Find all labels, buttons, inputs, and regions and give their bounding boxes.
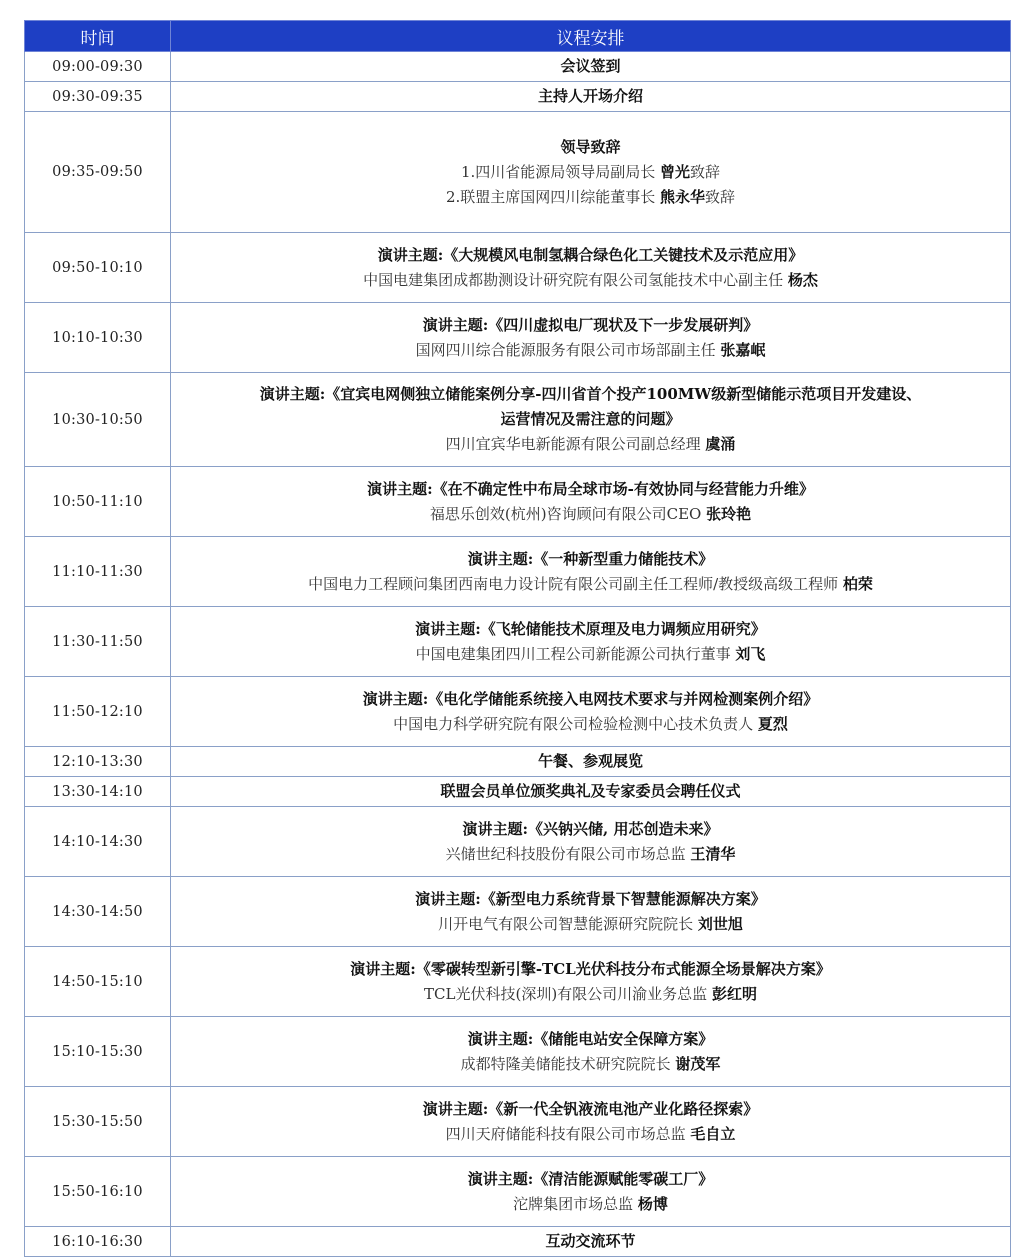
talk-title: 演讲主题:《宜宾电网侧独立储能案例分享-四川省首个投产100MW级新型储能示范项目开发建设、 (259, 385, 922, 403)
speaker-name: 柏荣 (842, 574, 873, 593)
talk-title: 演讲主题:《大规模风电制氢耦合绿色化工关键技术及示范应用》 (377, 245, 804, 264)
speaker-name: 夏烈 (757, 714, 788, 733)
speaker-line (171, 842, 1010, 867)
session-content (171, 947, 1011, 1017)
speaker-name: 曾光 (660, 162, 691, 181)
session-content (171, 877, 1011, 947)
agenda-row (25, 1227, 1011, 1257)
session-content (171, 807, 1011, 877)
sub-item-prefix: 1.四川省能源局领导局副局长 (460, 162, 661, 181)
talk-title: 演讲主题:《新一代全钒液流电池产业化路径探索》 (422, 1099, 759, 1118)
header-time: 时间 (25, 21, 171, 52)
agenda-row (25, 82, 1011, 112)
speaker-name: 张嘉岷 (720, 340, 766, 359)
talk-title: 演讲主题:《新型电力系统背景下智慧能源解决方案》 (415, 889, 766, 908)
session-content (171, 1157, 1011, 1227)
session-content (171, 52, 1011, 82)
session-time: 12:10-13:30 (25, 747, 171, 777)
session-time: 15:50-16:10 (25, 1157, 171, 1227)
speaker-line (171, 432, 1010, 457)
agenda-row (25, 467, 1011, 537)
session-time: 09:00-09:30 (25, 52, 171, 82)
session-time: 09:30-09:35 (25, 82, 171, 112)
talk-title: 演讲主题:《飞轮储能技术原理及电力调频应用研究》 (415, 619, 766, 638)
sub-item (171, 185, 1010, 210)
speaker-name: 张玲艳 (706, 504, 752, 523)
session-time: 16:10-16:30 (25, 1227, 171, 1257)
speaker-name: 刘飞 (735, 644, 766, 663)
agenda-table (24, 20, 1011, 1257)
agenda-row (25, 233, 1011, 303)
session-content (171, 677, 1011, 747)
speaker-line (171, 1122, 1010, 1147)
session-time: 15:10-15:30 (25, 1017, 171, 1087)
session-time: 14:30-14:50 (25, 877, 171, 947)
agenda-row (25, 1157, 1011, 1227)
talk-title: 演讲主题:《清洁能源赋能零碳工厂》 (467, 1169, 714, 1188)
session-content (171, 777, 1011, 807)
speaker-name: 杨博 (637, 1194, 668, 1213)
speaker-name: 毛自立 (690, 1124, 736, 1143)
speaker-org: 四川宜宾华电新能源有限公司副总经理 (445, 435, 706, 453)
speaker-org: 川开电气有限公司智慧能源研究院院长 (438, 914, 698, 933)
speaker-line (171, 268, 1010, 293)
session-time: 15:30-15:50 (25, 1087, 171, 1157)
speaker-name: 刘世旭 (697, 914, 743, 933)
session-time: 11:10-11:30 (25, 537, 171, 607)
session-content (171, 373, 1011, 467)
session-title: 互动交流环节 (545, 1232, 636, 1250)
session-content (171, 233, 1011, 303)
speaker-line (171, 642, 1010, 667)
speaker-org: 成都特隆美储能技术研究院院长 (460, 1054, 676, 1073)
session-content (171, 1227, 1011, 1257)
speaker-line (171, 712, 1010, 737)
speaker-org: 中国电建集团四川工程公司新能源公司执行董事 (415, 644, 736, 663)
agenda-row (25, 537, 1011, 607)
session-title: 领导致辞 (560, 137, 621, 156)
speaker-name: 谢茂军 (675, 1054, 721, 1073)
session-title: 会议签到 (560, 57, 621, 75)
agenda-row (25, 112, 1011, 233)
agenda-row (25, 303, 1011, 373)
session-time: 11:50-12:10 (25, 677, 171, 747)
session-content (171, 112, 1011, 233)
session-time: 10:10-10:30 (25, 303, 171, 373)
agenda-row (25, 677, 1011, 747)
header-row (25, 21, 1011, 52)
speaker-name: 王清华 (690, 844, 736, 863)
talk-title: 演讲主题:《电化学储能系统接入电网技术要求与并网检测案例介绍》 (362, 689, 819, 708)
session-content (171, 1017, 1011, 1087)
speaker-line (171, 502, 1010, 527)
talk-title: 演讲主题:《兴钠兴储, 用芯创造未来》 (462, 819, 719, 838)
session-title: 主持人开场介绍 (537, 87, 643, 105)
speaker-org: 中国电力工程顾问集团西南电力设计院有限公司副主任工程师/教授级高级工程师 (308, 574, 843, 593)
session-content (171, 747, 1011, 777)
session-time: 13:30-14:10 (25, 777, 171, 807)
agenda-row (25, 807, 1011, 877)
speaker-line (171, 572, 1010, 597)
agenda-body (25, 52, 1011, 1257)
speaker-org: 中国电力科学研究院有限公司检验检测中心技术负责人 (393, 714, 758, 733)
speaker-line (171, 1052, 1010, 1077)
sub-item-suffix: 致辞 (705, 187, 736, 206)
agenda-row (25, 607, 1011, 677)
speaker-line (171, 912, 1010, 937)
talk-title: 演讲主题:《四川虚拟电厂现状及下一步发展研判》 (422, 315, 759, 334)
speaker-org: 中国电建集团成都勘测设计研究院有限公司氢能技术中心副主任 (363, 270, 788, 289)
speaker-org: 兴储世纪科技股份有限公司市场总监 (445, 844, 691, 863)
agenda-row (25, 52, 1011, 82)
speaker-name: 熊永华 (660, 187, 706, 206)
talk-title: 演讲主题:《一种新型重力储能技术》 (467, 549, 714, 568)
session-content (171, 467, 1011, 537)
speaker-org: 国网四川综合能源服务有限公司市场部副主任 (415, 340, 721, 359)
session-content (171, 82, 1011, 112)
session-title: 午餐、参观展览 (537, 752, 643, 770)
session-time: 10:50-11:10 (25, 467, 171, 537)
speaker-name: 虞涌 (705, 435, 736, 453)
talk-title: 演讲主题:《储能电站安全保障方案》 (467, 1029, 714, 1048)
speaker-org: 沱牌集团市场总监 (513, 1194, 638, 1213)
sub-item (171, 160, 1010, 185)
session-time: 09:35-09:50 (25, 112, 171, 233)
speaker-line (171, 982, 1010, 1007)
speaker-name: 杨杰 (787, 270, 818, 289)
session-time: 11:30-11:50 (25, 607, 171, 677)
agenda-row (25, 373, 1011, 467)
session-time: 10:30-10:50 (25, 373, 171, 467)
agenda-row (25, 947, 1011, 1017)
agenda-row (25, 777, 1011, 807)
session-time: 14:50-15:10 (25, 947, 171, 1017)
agenda-row (25, 747, 1011, 777)
session-time: 09:50-10:10 (25, 233, 171, 303)
session-time: 14:10-14:30 (25, 807, 171, 877)
session-content (171, 303, 1011, 373)
talk-title: 演讲主题:《零碳转型新引擎-TCL光伏科技分布式能源全场景解决方案》 (350, 959, 831, 978)
sub-item-prefix: 2.联盟主席国网四川综能董事长 (445, 187, 661, 206)
session-content (171, 537, 1011, 607)
speaker-org: 福思乐创效(杭州)咨询顾问有限公司CEO (429, 504, 707, 523)
session-content (171, 607, 1011, 677)
speaker-name: 彭红明 (711, 984, 757, 1003)
talk-title: 运营情况及需注意的问题》 (500, 410, 681, 428)
header-agenda: 议程安排 (171, 21, 1011, 52)
talk-title: 演讲主题:《在不确定性中布局全球市场-有效协同与经营能力升维》 (367, 479, 814, 498)
agenda-row (25, 1017, 1011, 1087)
agenda-row (25, 1087, 1011, 1157)
speaker-line (171, 338, 1010, 363)
speaker-org: TCL光伏科技(深圳)有限公司川渝业务总监 (424, 984, 712, 1003)
speaker-line (171, 1192, 1010, 1217)
session-title: 联盟会员单位颁奖典礼及专家委员会聘任仪式 (440, 782, 741, 800)
speaker-org: 四川天府储能科技有限公司市场总监 (445, 1124, 691, 1143)
session-content (171, 1087, 1011, 1157)
sub-item-suffix: 致辞 (690, 162, 721, 181)
agenda-row (25, 877, 1011, 947)
